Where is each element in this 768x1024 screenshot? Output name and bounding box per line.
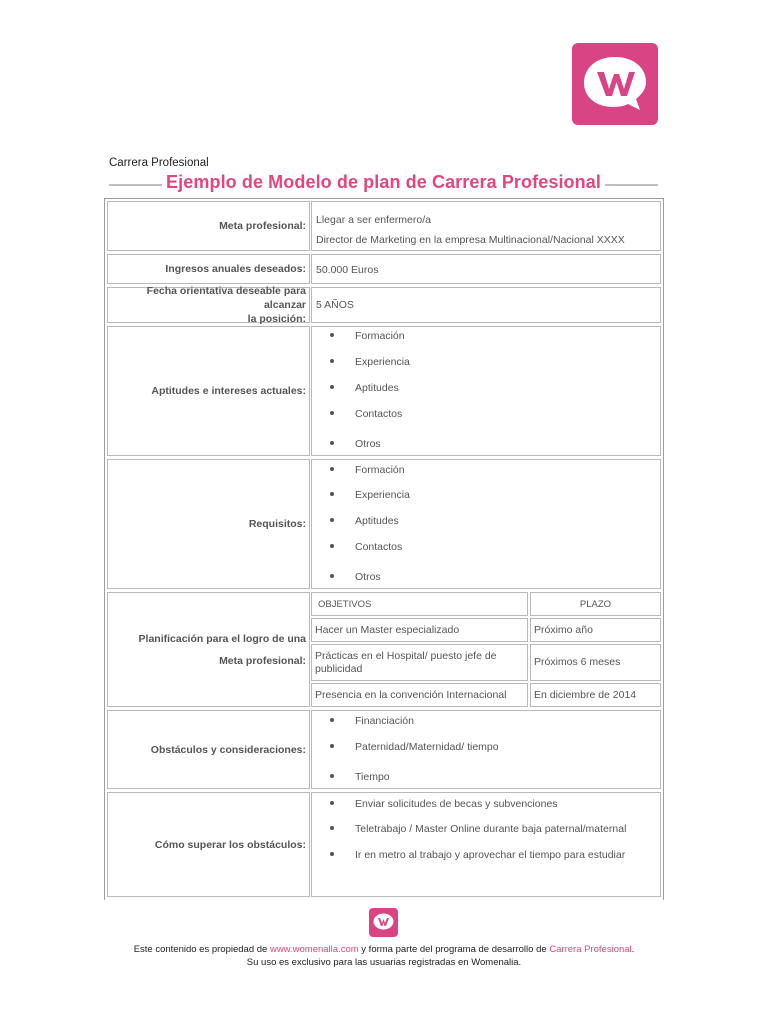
speech-bubble-small-icon [369, 908, 398, 937]
footer-text: . [631, 944, 635, 955]
fecha-value: 5 AÑOS [311, 287, 661, 323]
bullet-icon [330, 574, 334, 578]
aptitudes-label [107, 326, 310, 456]
page-title-text: Ejemplo de Modelo de plan de Carrera Profesional [162, 172, 605, 192]
list-item-text: Formación [355, 464, 405, 476]
list-item-text: Otros [355, 438, 381, 450]
list-item [330, 356, 410, 368]
footer-text: Este contenido es propiedad de [133, 944, 270, 955]
list-item [330, 489, 410, 501]
bullet-icon [330, 774, 334, 778]
fecha-label [107, 287, 310, 323]
list-item [330, 464, 405, 476]
requisitos-label-text: Requisitos: [248, 518, 306, 530]
list-item-text: Tiempo [355, 771, 390, 783]
meta-value [311, 201, 661, 251]
planificacion-label [107, 592, 310, 707]
meta-value-2: Director de Marketing en la empresa Multinacional/Nacional XXXX [316, 234, 625, 246]
ingresos-label-text: Ingresos anuales deseados: [165, 263, 306, 275]
meta-value-1: Llegar a ser enfermero/a [316, 214, 431, 226]
list-item-text: Aptitudes [355, 382, 399, 394]
footer-text: y forma parte del programa de desarrollo de [358, 944, 550, 955]
list-item-text: Formación [355, 330, 405, 342]
superar-label [107, 792, 310, 897]
col-plazo-header: PLAZO [530, 592, 661, 616]
list-item-text: Ir en metro al trabajo y aprovechar el tiempo para estudiar [355, 849, 626, 861]
bullet-icon [330, 441, 334, 445]
list-item-text: Teletrabajo / Master Online durante baja paternal/maternal [355, 823, 627, 835]
bullet-icon [330, 411, 334, 415]
footer-link[interactable]: www.womenalla.com [269, 944, 359, 955]
meta-label-text: Meta profesional: [219, 220, 306, 232]
fecha-label-line2: la posición: [247, 313, 306, 325]
womenalia-logo [572, 43, 658, 125]
list-item-text: Experiencia [355, 489, 410, 501]
list-item [330, 771, 390, 783]
bullet-icon [330, 544, 334, 548]
list-item-text: Contactos [355, 408, 403, 420]
bullet-icon [330, 359, 334, 363]
list-item-text: Experiencia [355, 356, 410, 368]
list-item [330, 438, 381, 450]
list-item [330, 715, 414, 727]
list-item [330, 541, 402, 553]
requisitos-label [107, 459, 310, 589]
page-title [109, 172, 658, 193]
bullet-icon [330, 801, 334, 805]
footer-line-1 [0, 944, 768, 955]
list-item [330, 571, 381, 583]
list-item [330, 330, 405, 342]
bullet-icon [330, 492, 334, 496]
objetivo-cell: Hacer un Master especializado [311, 618, 528, 642]
bullet-icon [330, 826, 334, 830]
speech-bubble-logo-icon [572, 43, 658, 125]
col-objetivos-header: OBJETIVOS [311, 592, 528, 616]
footer-logo [369, 908, 398, 937]
list-item-text: Financiación [355, 715, 414, 727]
bullet-icon [330, 744, 334, 748]
list-item-text: Paternidad/Maternidad/ tiempo [355, 741, 499, 753]
ingresos-value: 50.000 Euros [311, 254, 661, 284]
objetivo-cell: Presencia en la convención Internacional [311, 683, 528, 707]
bullet-icon [330, 718, 334, 722]
superar-label-text: Cómo superar los obstáculos: [154, 838, 306, 851]
plazo-cell: En diciembre de 2014 [530, 683, 661, 707]
objetivo-cell: Prácticas en el Hospital/ puesto jefe de publicidad [311, 644, 528, 681]
obstaculos-label [107, 710, 310, 789]
planificacion-label-line1: Planificación para el logro de una [138, 632, 306, 645]
meta-label [107, 201, 310, 251]
list-item-text: Aptitudes [355, 515, 399, 527]
list-item [330, 382, 399, 394]
fecha-label-line1: Fecha orientativa deseable para alcanzar [146, 285, 306, 311]
list-item [330, 408, 402, 420]
list-item [330, 798, 558, 810]
bullet-icon [330, 467, 334, 471]
planificacion-label-line2: Meta profesional: [219, 654, 306, 667]
bullet-icon [330, 852, 334, 856]
ingresos-label [107, 254, 310, 284]
list-item [330, 515, 399, 527]
obstaculos-label-text: Obstáculos y consideraciones: [150, 743, 306, 756]
bullet-icon [330, 518, 334, 522]
list-item [330, 849, 625, 861]
bullet-icon [330, 333, 334, 337]
list-item [330, 741, 499, 753]
section-header: Carrera Profesional [109, 157, 209, 169]
list-item-text: Contactos [355, 541, 403, 553]
plazo-cell: Próximo año [530, 618, 661, 642]
list-item-text: Otros [355, 571, 381, 583]
footer-program: Carrera Profesional [549, 944, 632, 955]
list-item [330, 823, 626, 835]
aptitudes-label-text: Aptitudes e intereses actuales: [151, 385, 306, 397]
plazo-cell: Próximos 6 meses [530, 644, 661, 681]
list-item-text: Enviar solicitudes de becas y subvenciones [355, 798, 558, 810]
bullet-icon [330, 385, 334, 389]
footer-line-2: Su uso es exclusivo para las usuarias registradas en Womenalia. [246, 957, 522, 968]
